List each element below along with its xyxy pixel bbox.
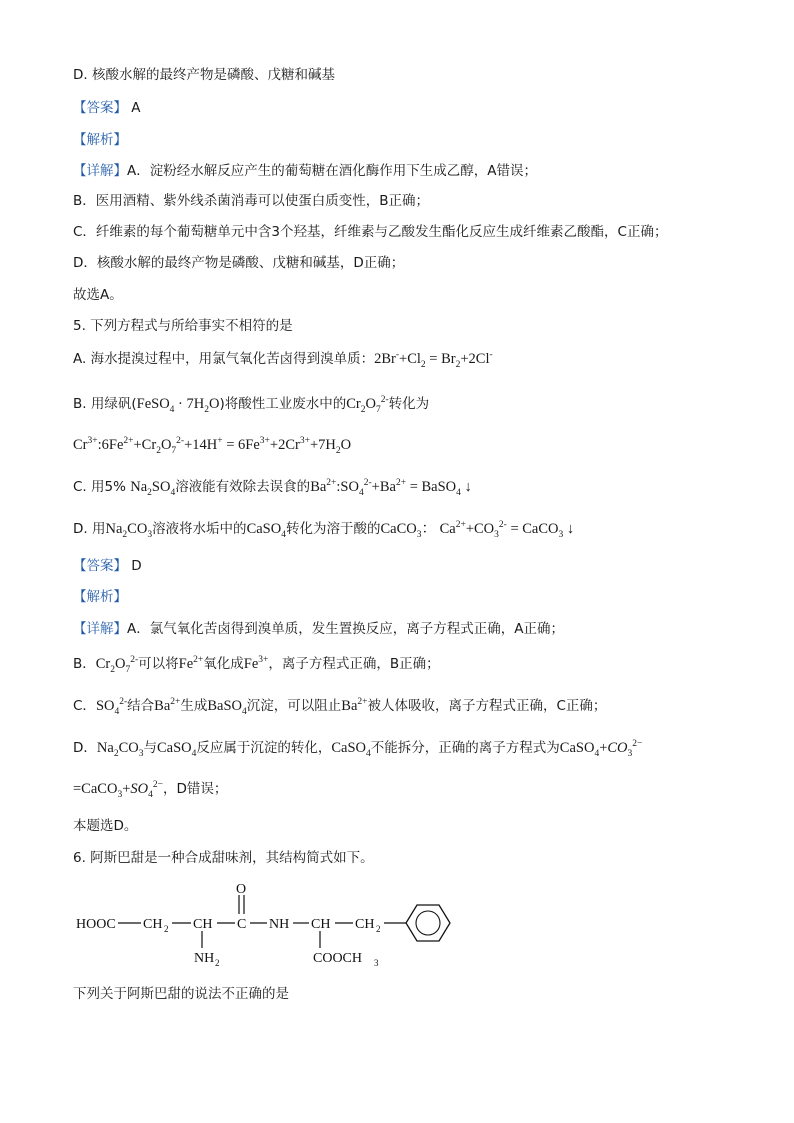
formula: BaSO$_4$ bbox=[207, 698, 247, 717]
analysis-tag: 【解析】 bbox=[73, 589, 127, 605]
answer-value: D bbox=[131, 558, 142, 574]
struct-subscript: 2 bbox=[376, 924, 381, 934]
q5-detail-d: D．$Na_2CO_3$与CaSO$_4$反应属于沉淀的转化，CaSO$_4$不能拆分，正确的离子方程式为$CaSO_4+CO_3^{2-}$ bbox=[73, 739, 643, 759]
struct-label: CH bbox=[143, 917, 163, 932]
detail-text: 与 bbox=[143, 740, 157, 756]
q5-option-d bbox=[73, 520, 574, 538]
option-text: 转化为溶于酸的 bbox=[285, 521, 381, 537]
detail-tag: 【详解】 bbox=[73, 163, 127, 179]
struct-label: C bbox=[237, 917, 247, 932]
option-text: 转化为 bbox=[388, 396, 430, 412]
struct-subscript: 2 bbox=[215, 958, 220, 968]
q4-option-d: D. 核酸水解的最终产物是磷酸、戊糖和碱基 bbox=[73, 67, 335, 83]
q4-answer bbox=[73, 99, 141, 117]
option-text: )将酸性工业废水中的 bbox=[219, 396, 347, 412]
equation: CaCO$_3$： $Ca^{2+}+CO_3^{2-}$ = CaCO$_3$ ↓ bbox=[380, 520, 575, 540]
answer-value: A bbox=[131, 100, 141, 116]
detail-text: 结合 bbox=[127, 698, 155, 714]
q4-detail-a bbox=[73, 162, 537, 180]
formula: $Na_2SO_4$ bbox=[130, 479, 176, 498]
formula: $SO_4^{2-}$ bbox=[95, 697, 128, 717]
option-text: 溶液将水垢中的 bbox=[152, 521, 247, 537]
formula: $Fe^{3+}$ bbox=[243, 655, 269, 672]
struct-label: CH bbox=[193, 917, 213, 932]
detail-text: 氧化成 bbox=[203, 656, 244, 672]
detail-text: 可以将 bbox=[138, 656, 179, 672]
detail-text: 不能拆分，正确的离子方程式为 bbox=[370, 740, 560, 756]
q4-detail-b: B．医用酒精、紫外线杀菌消毒可以使蛋白质变性，B正确； bbox=[73, 193, 430, 209]
struct-label: HOOC bbox=[76, 917, 116, 932]
q5-option-a bbox=[73, 350, 493, 368]
q5-stem: 5. 下列方程式与所给事实不相符的是 bbox=[73, 318, 293, 334]
q6-question: 下列关于阿斯巴甜的说法不正确的是 bbox=[73, 986, 289, 1002]
detail-text: ，D错误； bbox=[162, 781, 228, 797]
formula: $Ba^{2+}$ bbox=[341, 697, 368, 714]
q4-detail-d: D．核酸水解的最终产物是磷酸、戊糖和碱基，D正确； bbox=[73, 255, 405, 271]
formula: $=CaCO_3+SO_4^{2-}$ bbox=[73, 780, 163, 800]
detail-tag: 【详解】 bbox=[73, 621, 127, 637]
benzene-ring-icon bbox=[406, 905, 450, 941]
struct-label: COOCH bbox=[313, 951, 363, 966]
q5-analysis-tag bbox=[73, 588, 127, 606]
struct-subscript: 2 bbox=[164, 924, 169, 934]
q5-option-b bbox=[73, 395, 429, 413]
q4-conclusion: 故选A。 bbox=[73, 287, 123, 303]
formula: $Cr_2O_7^{2-}$ bbox=[95, 655, 139, 675]
answer-tag: 【答案】 bbox=[73, 558, 127, 574]
struct-label: NH bbox=[194, 951, 215, 966]
detail-text: A．淀粉经水解反应产生的葡萄糖在酒化酶作用下生成乙醇，A错误； bbox=[127, 163, 537, 179]
option-text: B. 用绿矾( bbox=[73, 396, 137, 412]
formula: $CaSO_4+CO_3^{2-}$ bbox=[559, 739, 643, 759]
option-text: C. 用5% bbox=[73, 479, 131, 495]
struct-label: CH bbox=[355, 917, 375, 932]
struct-label: O bbox=[236, 882, 247, 897]
formula: $Na_2CO_3$ bbox=[105, 521, 153, 540]
q5-detail-c: C．$SO_4^{2-}$结合$Ba^{2+}$生成BaSO$_4$沉淀，可以阻止$Ba^{2+}$被人体吸收，离子方程式正确，C正确； bbox=[73, 697, 607, 717]
detail-text: 反应属于沉淀的转化， bbox=[196, 740, 332, 756]
analysis-tag: 【解析】 bbox=[73, 132, 127, 148]
formula: $Na_2CO_3$ bbox=[96, 740, 144, 759]
formula: CaSO$_4$ bbox=[246, 521, 286, 540]
formula: $Ba^{2+}$ bbox=[154, 697, 181, 714]
answer-tag: 【答案】 bbox=[73, 100, 127, 116]
formula: CaSO$_4$ bbox=[156, 740, 197, 759]
q4-detail-c: C．纤维素的每个葡萄糖单元中含3个羟基，纤维素与乙酸发生酯化反应生成纤维素乙酸酯，C正确； bbox=[73, 224, 668, 240]
q5-conclusion: 本题选D。 bbox=[73, 818, 138, 834]
detail-text: A．氯气氧化苦卤得到溴单质，发生置换反应，离子方程式正确，A正确； bbox=[127, 621, 564, 637]
option-text: A. 海水提溴过程中，用氯气氧化苦卤得到溴单质： bbox=[73, 351, 375, 367]
formula: CaSO$_4$ bbox=[331, 740, 371, 759]
equation: $Ba^{2+}:SO_4^{2-}+Ba^{2+}$ = BaSO$_4$ ↓ bbox=[310, 478, 472, 498]
formula: $Cr_2O_7^{2-}$ bbox=[346, 395, 389, 415]
formula: $Fe^{2+}$ bbox=[178, 655, 204, 672]
equation: $2Br^-+Cl_2 = Br_2+2Cl^-$ bbox=[374, 350, 493, 370]
detail-text: 沉淀，可以阻止 bbox=[246, 698, 342, 714]
aspartame-structure-diagram bbox=[73, 878, 463, 968]
formula: FeSO$_4$ · $7H_2O$ bbox=[136, 396, 220, 415]
option-text: 溶液能有效除去误食的 bbox=[175, 479, 311, 495]
option-text: D. 用 bbox=[73, 521, 106, 537]
detail-text: 生成 bbox=[180, 698, 208, 714]
q5-option-c bbox=[73, 478, 472, 496]
q5-detail-d-cont bbox=[73, 780, 227, 798]
struct-label: NH bbox=[269, 917, 290, 932]
struct-label: CH bbox=[311, 917, 331, 932]
detail-text: ，离子方程式正确，B正确； bbox=[268, 656, 440, 672]
detail-text: 被人体吸收，离子方程式正确，C正确； bbox=[367, 698, 607, 714]
q4-analysis-tag bbox=[73, 131, 127, 149]
q5-option-b-equation: $Cr^{3+}:6Fe^{2+}+Cr_2O_7^{2-}+14H^+ = 6Fe^{3+}+2Cr^{3+}+7H_2O$ bbox=[73, 436, 352, 456]
q6-stem: 6. 阿斯巴甜是一种合成甜味剂，其结构简式如下。 bbox=[73, 850, 374, 866]
q5-detail-b: B．$Cr_2O_7^{2-}$可以将$Fe^{2+}$氧化成$Fe^{3+}$，离子方程式正确，B正确； bbox=[73, 655, 440, 675]
q5-answer bbox=[73, 557, 142, 575]
q5-detail-a bbox=[73, 620, 564, 638]
struct-subscript: 3 bbox=[374, 958, 379, 968]
